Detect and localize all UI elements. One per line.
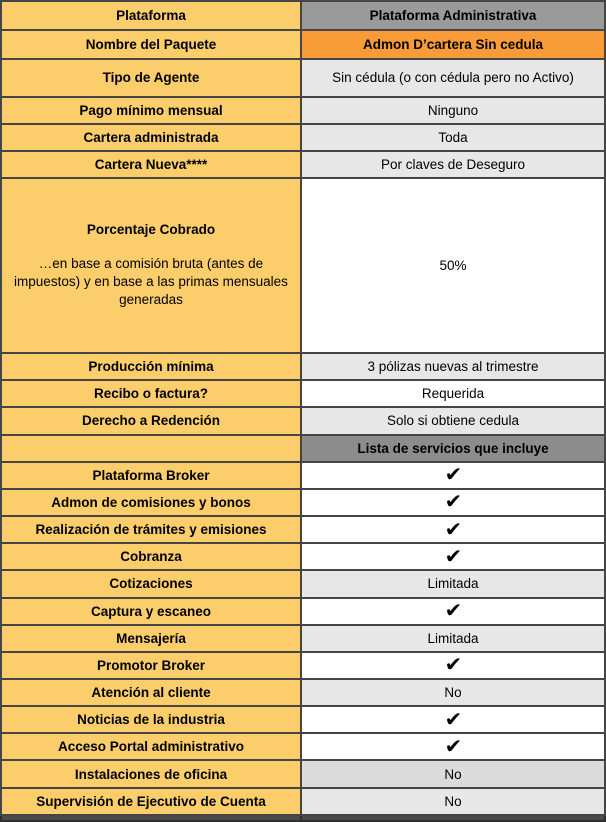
row-label-cell: Cobranza [1,543,301,570]
row-value-cell [301,543,605,570]
row-value-cell [301,706,605,733]
table-row [1,760,605,787]
row-label-cell: Pago mínimo mensual [1,97,301,124]
row-value-cell: 3 pólizas nuevas al trimestre [301,353,605,380]
row-label-cell: Acceso Portal administrativo [1,733,301,760]
row-label-cell: Noticias de la industria [1,706,301,733]
table-row [1,679,605,706]
row-label-note: …en base a comisión bruta (antes de impuestos) y en base a las primas mensuales generadas [14,255,288,308]
row-label-cell: Plataforma [1,1,301,30]
table-row [1,30,605,59]
check-icon: ✔ [444,518,462,541]
row-value-cell: Admon D’cartera Sin cedula [301,30,605,59]
row-label-cell: Admon de comisiones y bonos [1,489,301,516]
row-label-cell: Cartera Nueva**** [1,151,301,178]
row-label-cell: Nombre del Paquete [1,30,301,59]
row-label-cell: Recibo o factura? [1,380,301,407]
row-label-cell: Mensajería [1,625,301,652]
table-row [1,407,605,434]
row-value-cell: No [301,679,605,706]
row-label-cell: Plataforma Broker [1,462,301,489]
row-value-cell: Toda [301,124,605,151]
row-value-cell: No [301,760,605,787]
table-row [1,598,605,625]
table-row [1,59,605,96]
table-row [1,652,605,679]
check-icon: ✔ [444,708,462,731]
table-row [1,788,605,815]
table-row [1,733,605,760]
table-row [1,625,605,652]
row-label-cell: Instalaciones de oficina [1,760,301,787]
table-row [1,570,605,597]
row-label-cell: Cartera administrada [1,124,301,151]
check-icon: ✔ [444,464,462,487]
row-label-cell: Tipo de Agente [1,59,301,96]
table-row [1,124,605,151]
row-label-cell: Realización de trámites y emisiones [1,516,301,543]
row-value-cell: No [301,788,605,815]
row-value-cell [301,733,605,760]
table-row [1,543,605,570]
row-label-cell [1,815,301,821]
check-icon: ✔ [444,491,462,514]
row-value-cell: Requerida [301,380,605,407]
row-value-cell [301,598,605,625]
package-table-body [1,1,605,821]
row-value-cell: 50% [301,178,605,353]
row-value-cell: Por claves de Deseguro [301,151,605,178]
row-value-cell: Plataforma Administrativa [301,1,605,30]
row-value-cell: Limitada [301,625,605,652]
table-row [1,1,605,30]
row-label-title: Porcentaje Cobrado [86,221,216,237]
row-label-cell: Derecho a Redención [1,407,301,434]
row-value-cell [301,815,605,821]
table-row [1,178,605,353]
row-value-cell: Limitada [301,570,605,597]
row-label-cell: Supervisión de Ejecutivo de Cuenta [1,788,301,815]
table-row [1,435,605,462]
row-label-cell: Cotizaciones [1,570,301,597]
row-label-cell: Producción mínima [1,353,301,380]
table-row [1,706,605,733]
row-value-cell [301,516,605,543]
table-row [1,516,605,543]
row-label-cell [1,178,301,353]
table-row [1,151,605,178]
row-value-cell: Sin cédula (o con cédula pero no Activo) [301,59,605,96]
table-row [1,489,605,516]
table-row [1,815,605,821]
row-label-cell [1,435,301,462]
row-value-cell: Ninguno [301,97,605,124]
table-row [1,380,605,407]
check-icon: ✔ [444,735,462,758]
row-label-cell: Promotor Broker [1,652,301,679]
check-icon: ✔ [444,654,462,677]
row-value-cell [301,489,605,516]
table-row [1,97,605,124]
check-icon: ✔ [444,545,462,568]
row-value-cell: Lista de servicios que incluye [301,435,605,462]
row-value-cell [301,462,605,489]
table-row [1,353,605,380]
row-value-cell [301,652,605,679]
check-icon: ✔ [444,600,462,623]
row-label-cell: Atención al cliente [1,679,301,706]
table-row [1,462,605,489]
row-label-cell: Captura y escaneo [1,598,301,625]
row-value-cell: Solo si obtiene cedula [301,407,605,434]
